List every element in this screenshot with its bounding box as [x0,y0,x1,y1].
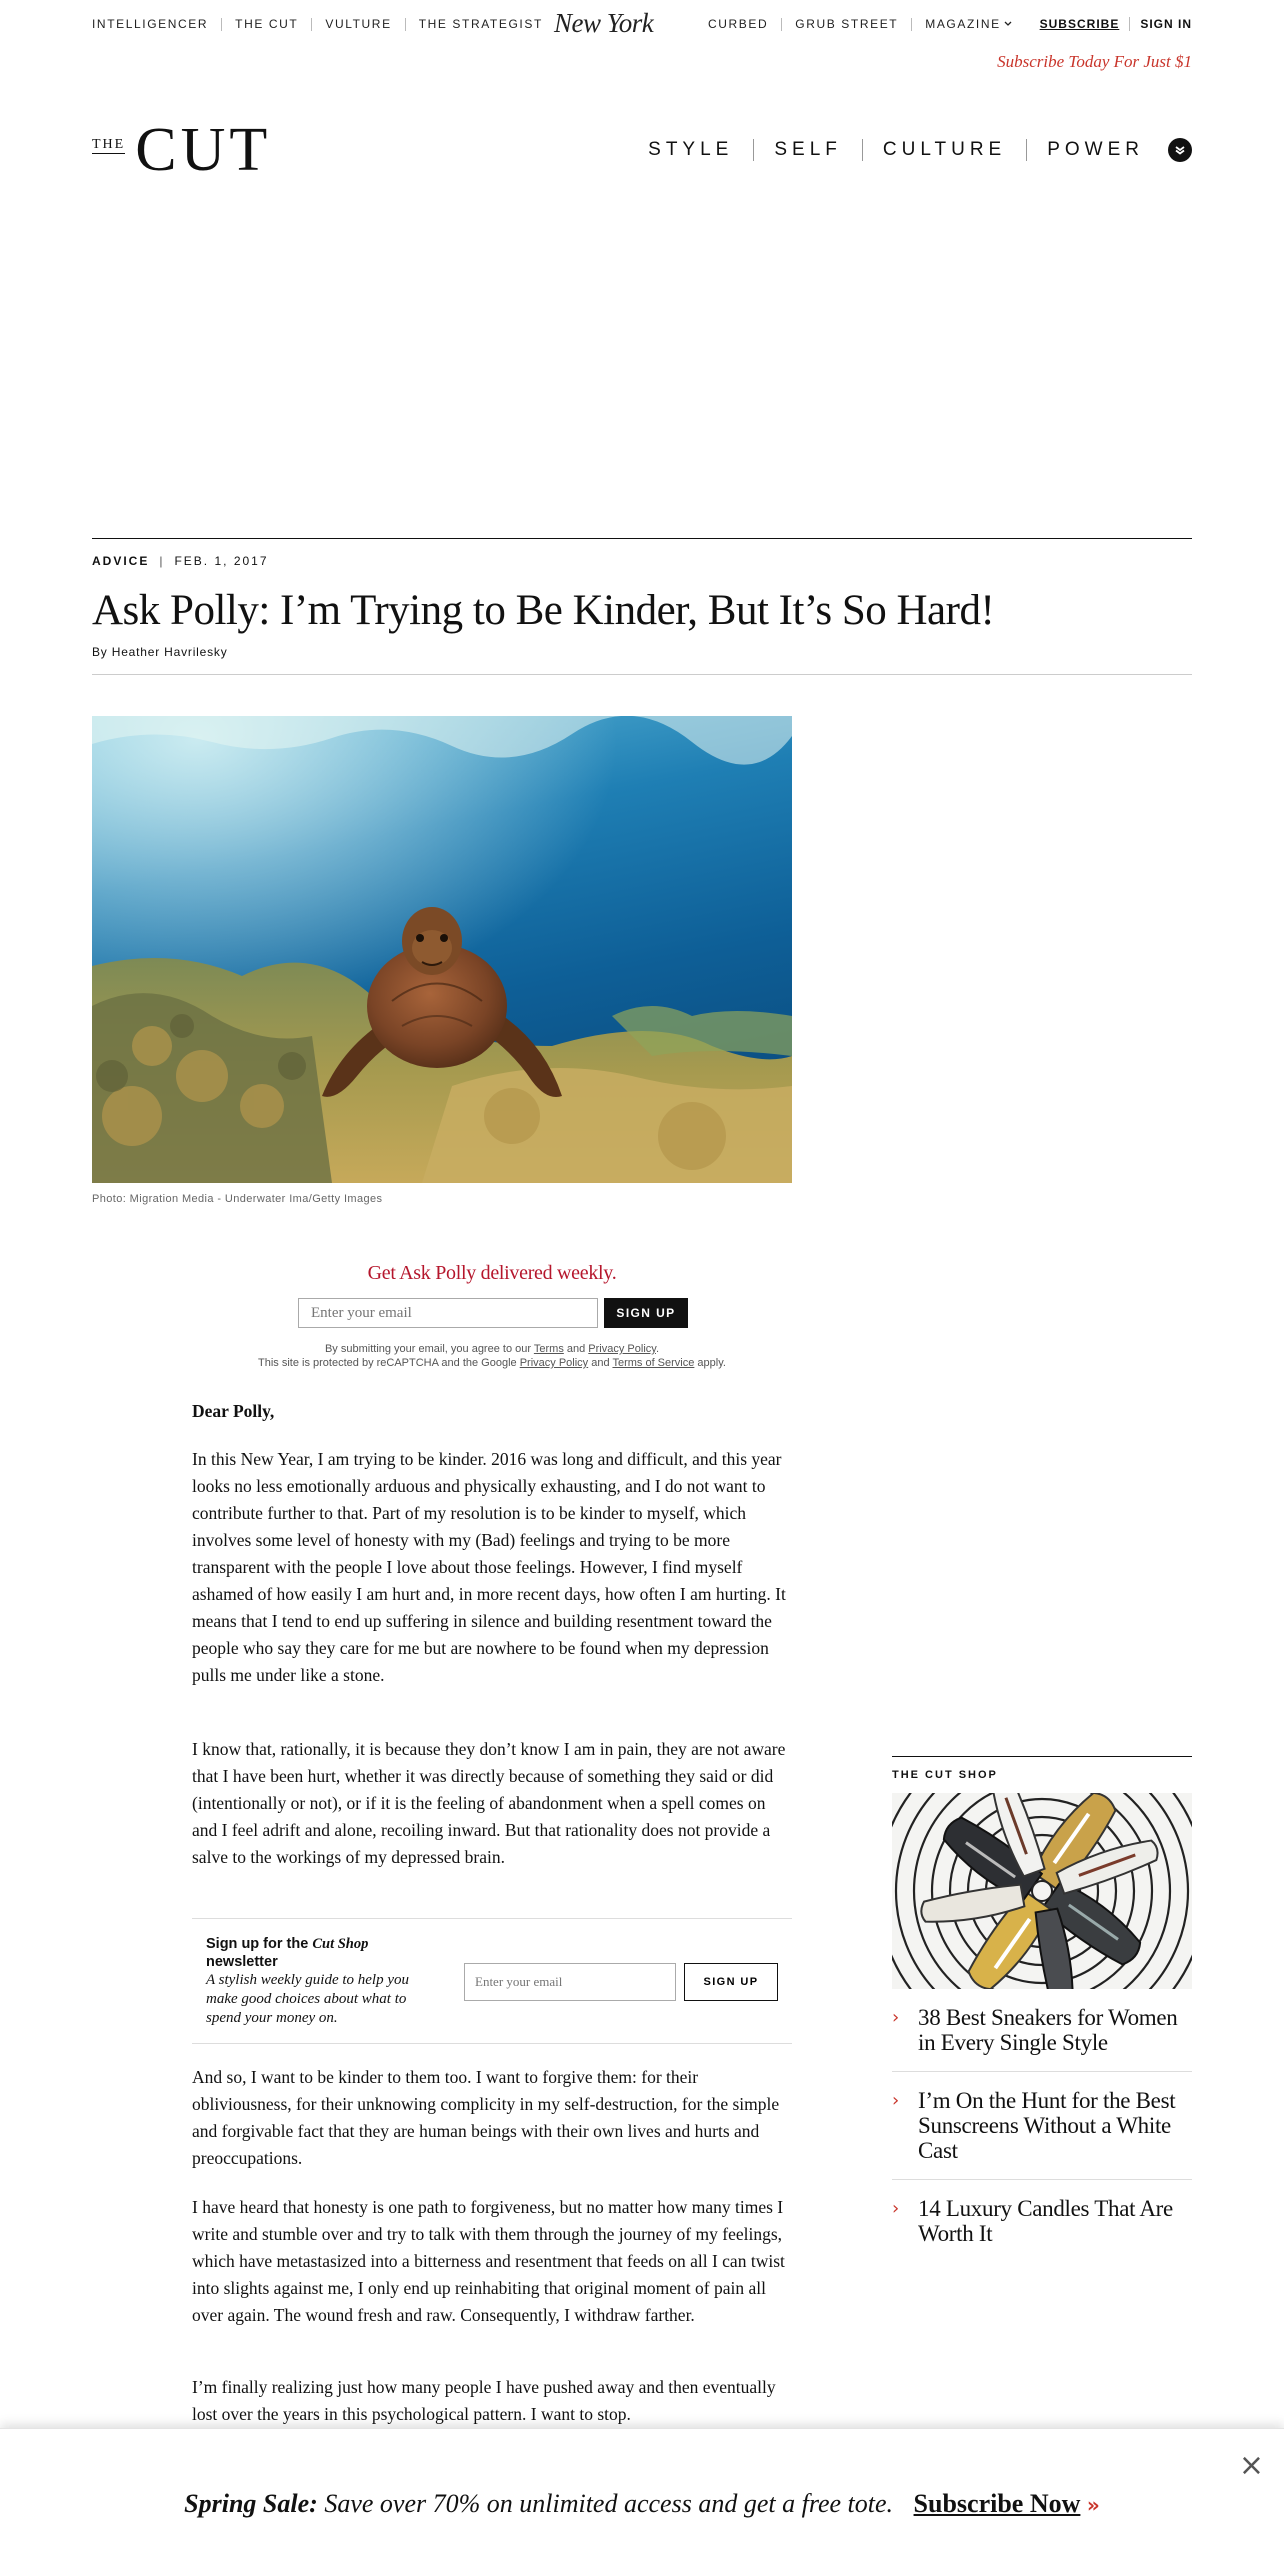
sidebar-article-title: 38 Best Sneakers for Women in Every Single Style [918,2005,1178,2055]
network-link-the-cut[interactable]: THE CUT [221,18,311,31]
article-headline: Ask Polly: I’m Trying to Be Kinder, But It’s So Hard! [92,587,995,634]
menu-button[interactable] [1168,138,1192,162]
photo-credit: Photo: Migration Media - Underwater Ima/Getty Images [92,1193,383,1205]
sneakers-image[interactable] [892,1793,1192,1989]
banner-message [0,2489,1284,2519]
sidebar-heading: THE CUT SHOP [892,1769,998,1781]
subscribe-link[interactable]: SUBSCRIBE [1040,17,1131,31]
body-paragraph-1: In this New Year, I am trying to be kinder. 2016 was long and difficult, and this year looks no less emotionally arduous and physically exhausting, and I do not want to contribute further to that. Part of my resolution is to be kinder to myself, which involves some level of honesty with my (Bad) feelings and trying to be more transparent with the people I love about those feelings. However, I find myself ashamed of how easily I am hurt and, in more recent days, how often I am hurting. It means that I tend to end up suffering in silence and building resentment toward the people who say they care for me but are nowhere to be found when my depression pulls me under like a stone. [192,1449,786,1685]
salutation: Dear Polly, [192,1401,275,1421]
section-nav [648,138,1192,162]
sneakers-illustration [892,1793,1192,1989]
chevron-right-icon: › [892,2090,899,2111]
network-link-vulture[interactable]: VULTURE [311,18,404,31]
chevron-right-icon: › [892,2198,899,2219]
section-self[interactable]: SELF [753,139,862,161]
title-emphasis: Cut Shop [312,1936,369,1952]
title-text: newsletter [206,1954,278,1970]
section-culture[interactable]: CULTURE [862,139,1026,161]
new-york-logo[interactable]: New York [554,8,654,38]
subscription-banner [0,2428,1284,2568]
terms-link[interactable]: Terms [533,1343,564,1355]
legal-text: By submitting your email, you agree to our [324,1343,534,1355]
cut-shop-newsletter-title [206,1935,436,1971]
legal-text: apply. [694,1357,726,1369]
network-link-magazine[interactable] [911,18,1024,31]
body-paragraph-5: I’m finally realizing just how many people I have pushed away and then eventually lost over the years in this psychological pattern. I want to stop. [192,2377,776,2424]
cut-shop-newsletter [192,1918,792,2044]
newsletter-title: Get Ask Polly delivered weekly. [367,1262,617,1284]
body-paragraph-3: And so, I want to be kinder to them too. I want to forgive them: for their obliviousness, for their unknowing complicity in my self-destruction, for the simple and forgivable fact that they are human beings with their own lives and hurts and preoccupations. [192,2067,780,2168]
lede-image-sea-turtle [92,716,792,1183]
sidebar-article-title: 14 Luxury Candles That Are Worth It [918,2196,1173,2246]
banner-sale-label: Spring Sale: [184,2489,318,2518]
article-date: FEB. 1, 2017 [174,554,269,568]
legal-text: and [588,1357,613,1369]
newsletter-legal-line-1 [192,1342,792,1357]
sidebar-article-link[interactable] [892,2072,1192,2180]
sidebar-article-title: I’m On the Hunt for the Best Sunscreens Without a White Cast [918,2088,1176,2163]
newsletter-email-input[interactable] [298,1298,598,1328]
the-cut-logo[interactable] [92,116,272,184]
network-link-grub-street[interactable]: GRUB STREET [781,18,911,31]
legal-text: and [563,1343,589,1355]
article-byline[interactable]: By Heather Havrilesky [92,645,228,659]
body-paragraph-4: I have heard that honesty is one path to forgiveness, but no matter how many times I write and stumble over and try to talk with them through the journey of my feelings, which have metastasized into a bitterness and resentment that feeds on all I can twist into slights against me, I only end up reinhabiting that original moment of pain all over again. The wound fresh and raw. Consequently, I withdraw farther. [192,2197,785,2325]
logo-cut: CUT [135,116,272,184]
google-privacy-policy-link[interactable]: Privacy Policy [519,1357,589,1369]
chevron-down-icon [1004,21,1012,27]
section-power[interactable]: POWER [1026,139,1164,161]
logo-the: THE [92,137,126,152]
network-link-intelligencer[interactable]: INTELLIGENCER [92,16,209,31]
magazine-label: MAGAZINE [925,16,1001,31]
article-header-rule [92,674,1192,675]
cut-shop-newsletter-description: A stylish weekly guide to help you make good choices about what to spend your money on. [206,1972,410,2026]
banner-offer-text: Save over 70% on unlimited access and get a free tote. [324,2489,894,2518]
newsletter-form [298,1298,688,1328]
body-paragraph-2: I know that, rationally, it is because they don’t know I am in pain, they are not aware that I have been hurt, whether it was directly because of something they said or did (intentionally or not), or if it is the feeling of abandonment when a spell comes on and I feel adrift and alone, recoiling inward. But that rationality does not provide a salve to the workings of my depressed brain. [192,1739,786,1867]
network-links-right [708,14,1025,34]
network-link-the-strategist[interactable]: THE STRATEGIST [405,18,556,31]
network-link-curbed[interactable]: CURBED [708,16,769,31]
legal-text: This site is protected by reCAPTCHA and the Google [258,1357,520,1369]
subscribe-promo-link[interactable]: Subscribe Today For Just $1 [997,52,1192,71]
sea-turtle-illustration [92,716,792,1183]
auth-links [1040,14,1192,34]
title-text: Sign up for the [206,1936,313,1952]
subscribe-now-label: Subscribe Now [913,2489,1081,2518]
article-top-rule [92,538,1192,539]
section-style[interactable]: STYLE [648,139,734,160]
newsletter-legal-line-2 [192,1356,792,1371]
network-links-left [92,14,556,34]
newsletter-signup-button[interactable]: SIGN UP [604,1298,688,1328]
cut-shop-email-input[interactable] [464,1963,676,2001]
legal-text: . [655,1343,660,1355]
privacy-policy-link[interactable]: Privacy Policy [588,1343,656,1355]
subscribe-now-button[interactable] [914,2489,1081,2518]
google-terms-of-service-link[interactable]: Terms of Service [612,1357,695,1369]
sidebar-article-link[interactable] [892,2180,1192,2262]
network-bar [92,8,1192,38]
sidebar-rule [892,1756,1192,1757]
kicker-separator: | [159,554,165,568]
cut-shop-sidebar [892,1756,1192,2262]
article-kicker [92,554,269,568]
rubric-link[interactable]: ADVICE [92,554,150,568]
cut-shop-signup-button[interactable]: SIGN UP [684,1963,778,2001]
chevron-right-icon: › [892,2007,899,2028]
chevron-down-icon [1174,145,1186,155]
close-icon[interactable]: × [1238,2448,1264,2483]
double-chevron-right-icon: » [1086,2493,1100,2517]
sidebar-article-link[interactable] [892,1989,1192,2072]
sign-in-link[interactable]: SIGN IN [1140,17,1192,31]
